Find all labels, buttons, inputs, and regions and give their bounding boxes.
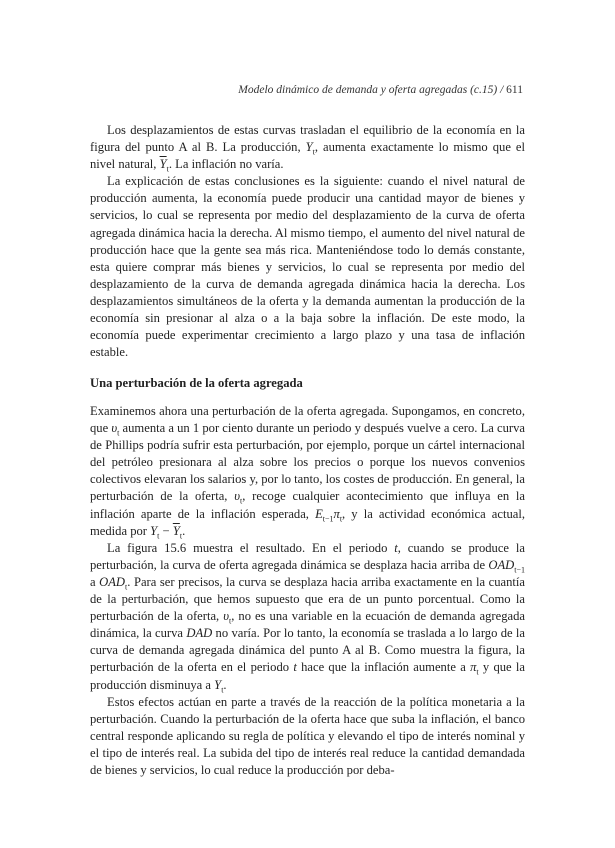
paragraph: Los desplazamientos de estas curvas trasladan el equilibrio de la economía en la figura del punto A al B. La producción, $Y_t$, aumenta exactamente lo mismo que el nivel natural, $\overline{Y}_t$. La inflación no varía. <box>90 123 525 174</box>
paragraph: La figura 15.6 muestra el resultado. En el periodo t, cuando se produce la perturbación, la curva de oferta agregada dinámica se desplaza hacia arriba de $OAD_{t-1}$ a $OAD_t$. Para ser precisos, la curva se desplaza hacia arriba exactamente en la cuantía de la perturbación, que hemos supuesto que era de un punto porcentual. Como la perturbación de la oferta, $\upsilon_t$, no es una variable en la ecuación de demanda agregada dinámica, la curva DAD no varía. Por lo tanto, la economía se traslada a lo largo de la curva de demanda agregada dinámica del punto A al B. Como muestra la figura, la perturbación de la oferta en el periodo t hace que la inflación aumente a $\pi_t$ y que la producción disminuya a $Y_t$. <box>90 540 526 695</box>
section-heading: Una perturbación de la oferta agregada <box>90 376 303 390</box>
body-text-section <box>90 403 525 779</box>
running-title: Modelo dinámico de demanda y oferta agregadas (c.15) <box>238 84 498 96</box>
header-separator: / <box>500 84 504 96</box>
paragraph: La explicación de estas conclusiones es la siguiente: cuando el nivel natural de producción aumenta, la economía puede producir una cantidad mayor de bienes y servicios, lo cual se representa por medio del desplazamiento de la curva de oferta agregada dinámica hacia la derecha. Al mismo tiempo, el aumento del nivel natural de producción hace que la gente sea más rica. Manteniéndose todo lo demás constante, esta quiere comprar más bienes y servicios, lo cual se representa por medio del desplazamiento de la curva de demanda agregada dinámica hacia la derecha. Los desplazamientos simultáneos de la oferta y la demanda aumentan la producción de la economía sin presionar al alza o a la baja sobre la inflación. De este modo, la economía puede experimentar crecimiento a largo plazo y una tasa de inflación estable. <box>90 174 525 360</box>
running-header <box>238 84 523 96</box>
paragraph: Estos efectos actúan en parte a través de la reacción de la política monetaria a la perturbación. Cuando la perturbación de la oferta hace que suba la inflación, el banco central responde aplicando su regla de política y elevando el tipo de interés nominal y el tipo de interés real. La subida del tipo de interés real reduce la cantidad demandada de bienes y servicios, lo cual reduce la producción por deba- <box>90 694 525 777</box>
body-text-top <box>90 122 525 361</box>
paragraph: Examinemos ahora una perturbación de la oferta agregada. Supongamos, en concreto, que $\upsilon_t$ aumenta a un 1 por ciento durante un periodo y después vuelve a cero. La curva de Phillips podría sufrir esta perturbación, por ejemplo, porque un cártel internacional del petróleo presionara al alza sobre los precios o porque los nuevos convenios colectivos elevaran los salarios y, por lo tanto, los costes de producción. En general, la perturbación de la oferta, $\upsilon_t$, recoge cualquier acontecimiento que influya en la inflación aparte de la inflación esperada, $E_{t-1}\pi_t$, y la actividad económica actual, medida por $Y_t - \overline{Y}_t$. <box>90 404 525 541</box>
page-number: 611 <box>506 84 523 96</box>
